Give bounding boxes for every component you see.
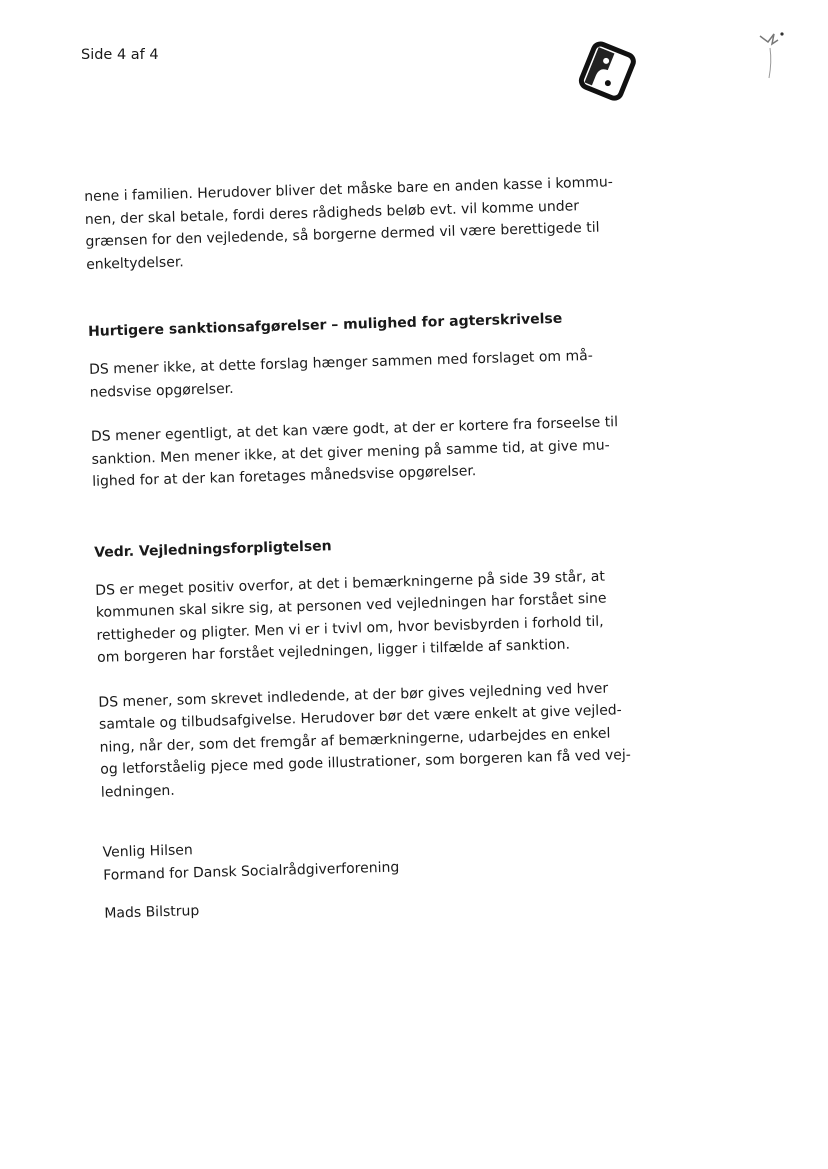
text-line: DS mener, som skrevet indledende, at der bør gives vejledning ved hver: [98, 680, 609, 711]
closing-title: Formand for Dansk Socialrådgiverforening: [103, 858, 400, 884]
scan-mark-icon: [752, 22, 792, 86]
text-line: ning, når der, som det fremgår af bemærkningerne, udarbejdes en enkel: [99, 725, 611, 756]
guidance-paragraph-1: [95, 564, 637, 669]
text-line: DS er meget positiv overfor, at det i bemærkningerne på side 39 står, at: [95, 568, 606, 599]
text-line: lighed for at der kan foretages månedsvise opgørelser.: [92, 463, 477, 490]
intro-paragraph: [84, 171, 626, 276]
text-line: rettigheder og pligter. Men vi er i tvivl om, hvor bevisbyrden i forhold til,: [96, 613, 604, 644]
text-line: enkeltydelser.: [85, 253, 184, 273]
signatory-name: Mads Bilstrup: [104, 903, 200, 922]
text-line: nene i familien. Herudover bliver det måske bare en anden kasse i kommu-: [84, 174, 614, 205]
text-line: om borgeren har forstået vejledningen, ligger i tilfælde af sanktion.: [96, 636, 571, 666]
closing-greeting: Venlig Hilsen: [102, 842, 193, 861]
section-heading-sanctions: Hurtigere sanktionsafgørelser – mulighed for agterskrivelse: [87, 310, 563, 340]
ds-logo-icon: [576, 40, 638, 104]
text-line: nedsvise opgørelser.: [89, 380, 234, 401]
text-line: grænsen for den vejledende, så borgerne dermed vil være berettigede til: [85, 219, 600, 250]
guidance-paragraph-2: [98, 676, 641, 804]
text-line: DS mener ikke, at dette forslag hænger sammen med forslaget om må-: [88, 347, 594, 378]
page-number: Side 4 af 4: [81, 47, 159, 63]
text-line: ledningen.: [100, 782, 175, 801]
text-line: nen, der skal betale, fordi deres rådigheds beløb evt. vil komme under: [84, 197, 580, 228]
text-line: DS mener egentligt, at det kan være godt, at der er kortere fra forseelse til: [90, 414, 619, 445]
text-line: og letforståelig pjece med gode illustrationer, som borgeren kan få ved vej-: [100, 746, 632, 778]
letter-body: [84, 171, 644, 925]
section-heading-guidance: Vedr. Vejledningsforpligtelsen: [94, 537, 332, 561]
text-line: samtale og tilbudsafgivelse. Herudover bør det være enkelt at give vejled-: [98, 702, 622, 733]
text-line: kommunen skal sikre sig, at personen ved vejledningen har forstået sine: [95, 590, 607, 621]
text-line: sanktion. Men mener ikke, at det giver mening på samme tid, at give mu-: [91, 436, 610, 468]
